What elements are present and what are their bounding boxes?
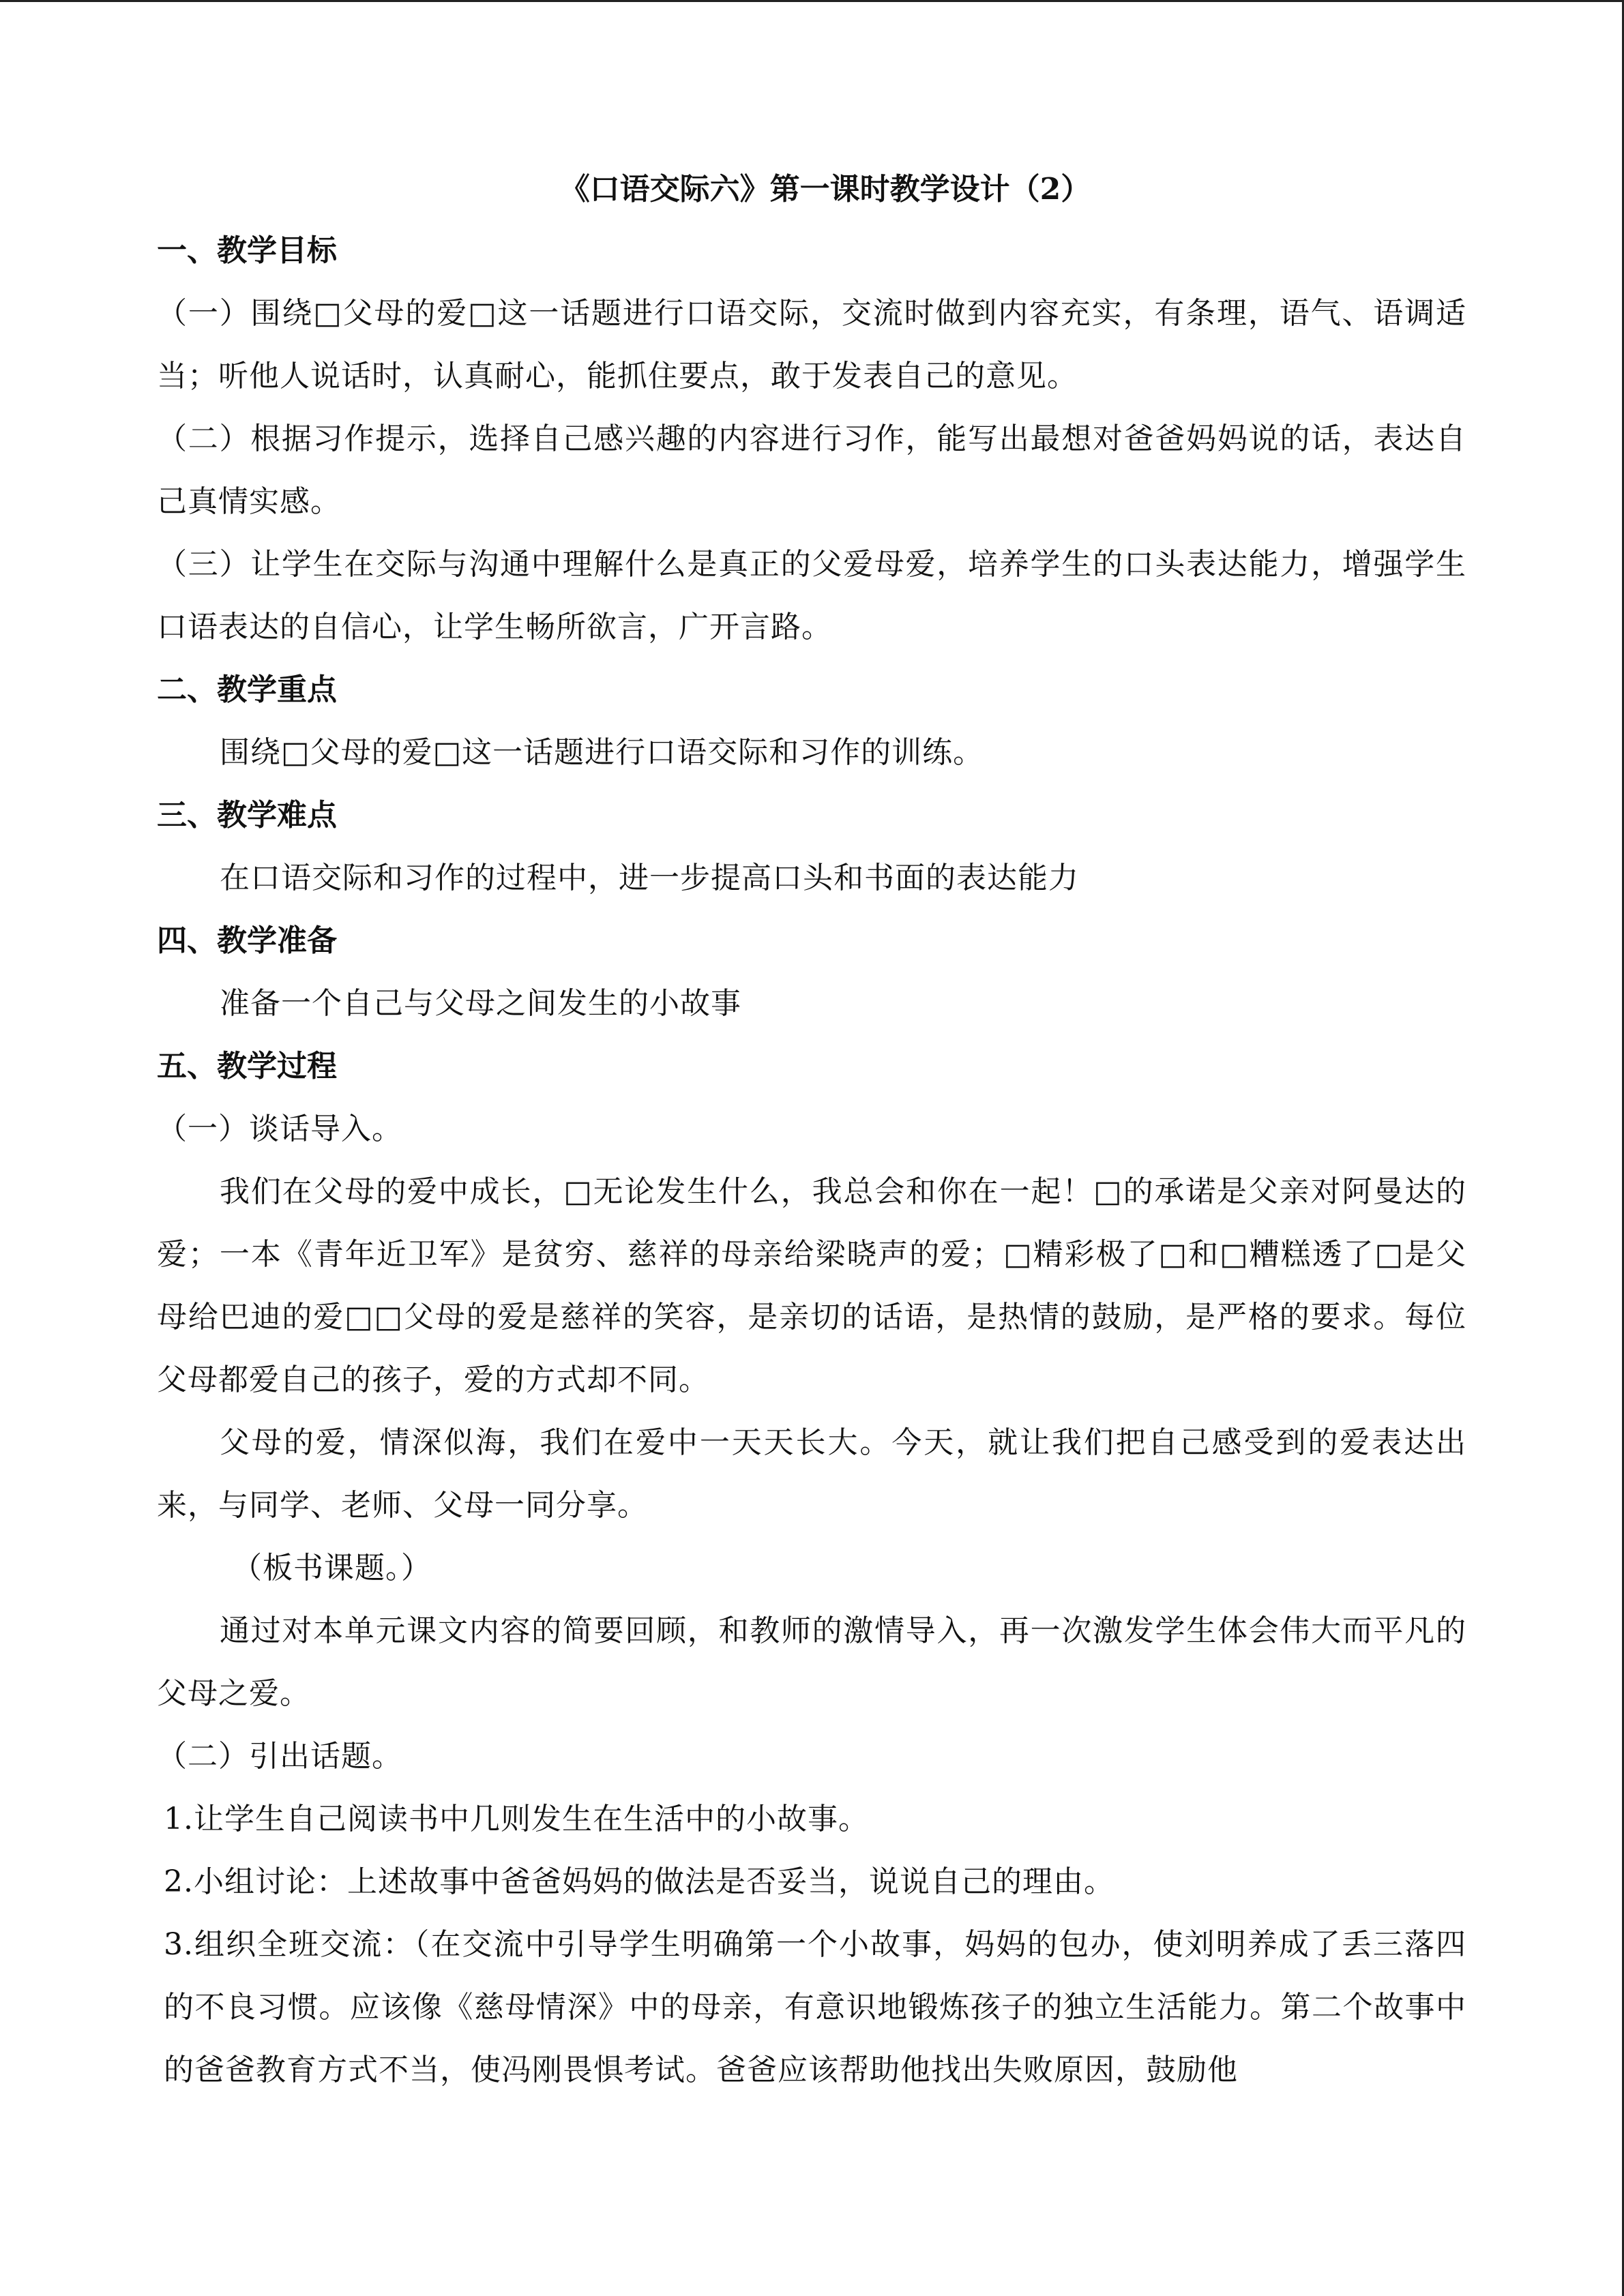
process-part2-title: （二）引出话题。	[157, 1739, 402, 1774]
section-heading-process: 五、教学过程	[157, 1049, 337, 1084]
document-body	[157, 162, 1466, 2102]
key-point-text: 围绕□父母的爱□这一话题进行口语交际和习作的训练。	[220, 735, 984, 770]
section-heading-prep: 四、教学准备	[157, 923, 337, 958]
process-step-1: 1.让学生自己阅读书中几则发生在生活中的小故事。	[164, 1802, 869, 1836]
prep-text: 准备一个自己与父母之间发生的小故事	[220, 986, 741, 1021]
goal-item-3: （三）让学生在交际与沟通中理解什么是真正的父爱母爱，培养学生的口头表达能力，增强学生口语表达的自信心，让学生畅所欲言，广开言路。	[157, 547, 1466, 644]
process-part1-paragraph-3: （板书课题。）	[232, 1551, 432, 1585]
section-heading-key: 二、教学重点	[157, 672, 337, 707]
section-heading-goals: 一、教学目标	[157, 233, 337, 268]
section-heading-difficult: 三、教学难点	[157, 798, 337, 833]
process-step-3: 3.组织全班交流：（在交流中引导学生明确第一个小故事，妈妈的包办，使刘明养成了丢三落四的不良习惯。应该像《慈母情深》中的母亲，有意识地锻炼孩子的独立生活能力。第二个故事中的爸爸教育方式不当，使冯刚畏惧考试。爸爸应该帮助他找出失败原因，鼓励他	[164, 1927, 1466, 2087]
process-part1-paragraph-1: 我们在父母的爱中成长，□无论发生什么，我总会和你在一起！□的承诺是父亲对阿曼达的爱；一本《青年近卫军》是贫穷、慈祥的母亲给梁晓声的爱；□精彩极了□和□糟糕透了□是父母给巴迪的爱□□父母的爱是慈祥的笑容，是亲切的话语，是热情的鼓励，是严格的要求。每位父母都爱自己的孩子，爱的方式却不同。	[157, 1174, 1466, 1397]
goal-item-1: （一）围绕□父母的爱□这一话题进行口语交际，交流时做到内容充实，有条理，语气、语调适当；听他人说话时，认真耐心，能抓住要点，敢于发表自己的意见。	[157, 296, 1466, 393]
process-part1-paragraph-4: 通过对本单元课文内容的简要回顾，和教师的激情导入，再一次激发学生体会伟大而平凡的父母之爱。	[157, 1613, 1466, 1711]
difficult-point-text: 在口语交际和习作的过程中，进一步提高口头和书面的表达能力	[220, 861, 1079, 895]
process-part1-paragraph-2: 父母的爱，情深似海，我们在爱中一天天长大。今天，就让我们把自己感受到的爱表达出来，与同学、老师、父母一同分享。	[157, 1425, 1466, 1523]
document-title: 《口语交际六》第一课时教学设计（2）	[559, 172, 1091, 207]
process-step-2: 2.小组讨论：上述故事中爸爸妈妈的做法是否妥当，说说自己的理由。	[164, 1864, 1114, 1899]
goal-item-2: （二）根据习作提示，选择自己感兴趣的内容进行习作，能写出最想对爸爸妈妈说的话，表达自己真情实感。	[157, 421, 1466, 519]
process-part1-title: （一）谈话导入。	[157, 1112, 402, 1146]
